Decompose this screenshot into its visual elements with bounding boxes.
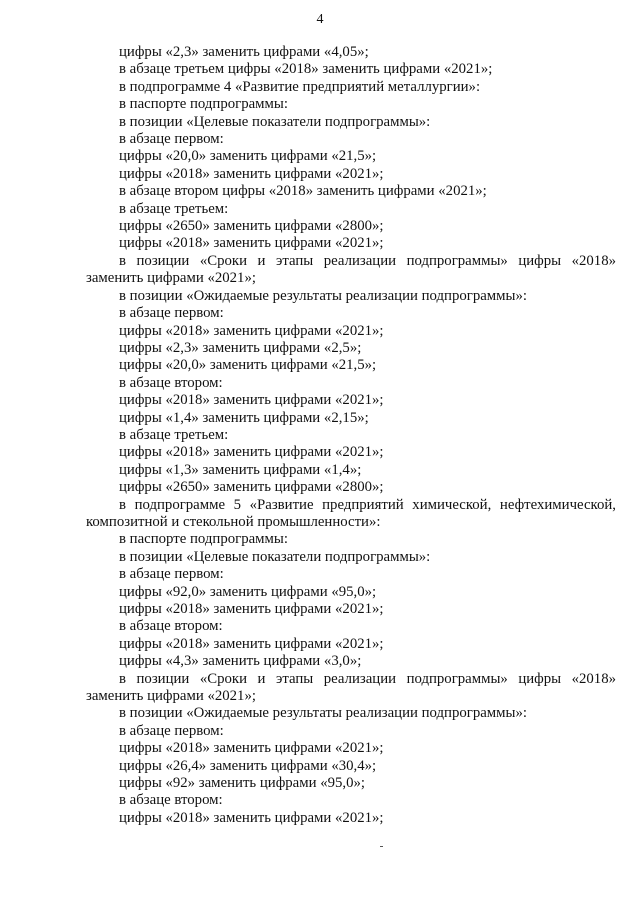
paragraph: в подпрограмме 4 «Развитие предприятий металлургии»:: [119, 78, 481, 95]
paragraph: в абзаце третьем цифры «2018» заменить цифрами «2021»;: [119, 61, 493, 78]
paragraph: цифры «26,4» заменить цифрами «30,4»;: [119, 757, 377, 774]
paragraph: в абзаце первом:: [119, 131, 224, 148]
paragraph: в абзаце втором:: [119, 374, 223, 391]
paragraph: в абзаце втором:: [119, 792, 223, 809]
paragraph: в позиции «Целевые показатели подпрограммы»:: [119, 113, 431, 130]
paragraph-continuation: заменить цифрами «2021»;: [86, 688, 256, 705]
paragraph-multiline: [86, 671, 616, 688]
paragraph: цифры «1,4» заменить цифрами «2,15»;: [119, 409, 369, 426]
paragraph-line: в позиции «Сроки и этапы реализации подпрограммы» цифры «2018»: [119, 670, 616, 687]
paragraph: цифры «2650» заменить цифрами «2800»;: [119, 479, 384, 496]
paragraph: в абзаце первом:: [119, 305, 224, 322]
paragraph-line: в позиции «Сроки и этапы реализации подпрограммы» цифры «2018»: [119, 252, 616, 269]
document-body: [86, 44, 616, 827]
paragraph: цифры «2018» заменить цифрами «2021»;: [119, 601, 384, 617]
paragraph: в абзаце третьем:: [119, 426, 229, 443]
paragraph: цифры «1,3» заменить цифрами «1,4»;: [119, 461, 362, 478]
paragraph: цифры «2018» заменить цифрами «2021»;: [119, 740, 384, 757]
paragraph-multiline: [86, 253, 616, 270]
paragraph-continuation: заменить цифрами «2021»;: [86, 270, 256, 287]
paragraph: в позиции «Целевые показатели подпрограммы»:: [119, 548, 431, 565]
paragraph: цифры «92» заменить цифрами «95,0»;: [119, 775, 366, 792]
paragraph: цифры «2018» заменить цифрами «2021»;: [119, 322, 384, 339]
paragraph-line: в подпрограмме 5 «Развитие предприятий химической, нефтехимической,: [119, 496, 616, 513]
paragraph: цифры «2018» заменить цифрами «2021»;: [119, 392, 384, 409]
paragraph: цифры «2018» заменить цифрами «2021»;: [119, 444, 384, 461]
paragraph: цифры «20,0» заменить цифрами «21,5»;: [119, 357, 377, 374]
page-number: 4: [316, 12, 324, 27]
paragraph: цифры «92,0» заменить цифрами «95,0»;: [119, 583, 377, 600]
paragraph: в абзаце первом:: [119, 566, 224, 583]
scan-speck: [380, 846, 383, 847]
paragraph: в абзаце первом:: [119, 722, 224, 739]
paragraph: цифры «2018» заменить цифрами «2021»;: [119, 235, 384, 252]
paragraph: в позиции «Ожидаемые результаты реализации подпрограммы»:: [119, 705, 527, 722]
paragraph-multiline: [86, 497, 616, 514]
paragraph: в абзаце втором:: [119, 618, 223, 635]
paragraph: в абзаце третьем:: [119, 200, 229, 217]
paragraph: цифры «2,3» заменить цифрами «2,5»;: [119, 339, 362, 356]
paragraph: в абзаце втором цифры «2018» заменить цифрами «2021»;: [119, 183, 487, 200]
paragraph: цифры «2650» заменить цифрами «2800»;: [119, 218, 384, 235]
paragraph: цифры «4,3» заменить цифрами «3,0»;: [119, 653, 362, 670]
paragraph: цифры «2018» заменить цифрами «2021»;: [119, 635, 384, 652]
paragraph: в паспорте подпрограммы:: [119, 531, 288, 548]
paragraph-continuation: композитной и стекольной промышленности»:: [86, 513, 381, 530]
paragraph: цифры «20,0» заменить цифрами «21,5»;: [119, 148, 377, 165]
paragraph: цифры «2018» заменить цифрами «2021»;: [119, 165, 384, 182]
paragraph: в позиции «Ожидаемые результаты реализации подпрограммы»:: [119, 287, 527, 304]
paragraph: в паспорте подпрограммы:: [119, 96, 288, 113]
paragraph: цифры «2,3» заменить цифрами «4,05»;: [119, 44, 369, 60]
paragraph: цифры «2018» заменить цифрами «2021»;: [119, 809, 384, 826]
